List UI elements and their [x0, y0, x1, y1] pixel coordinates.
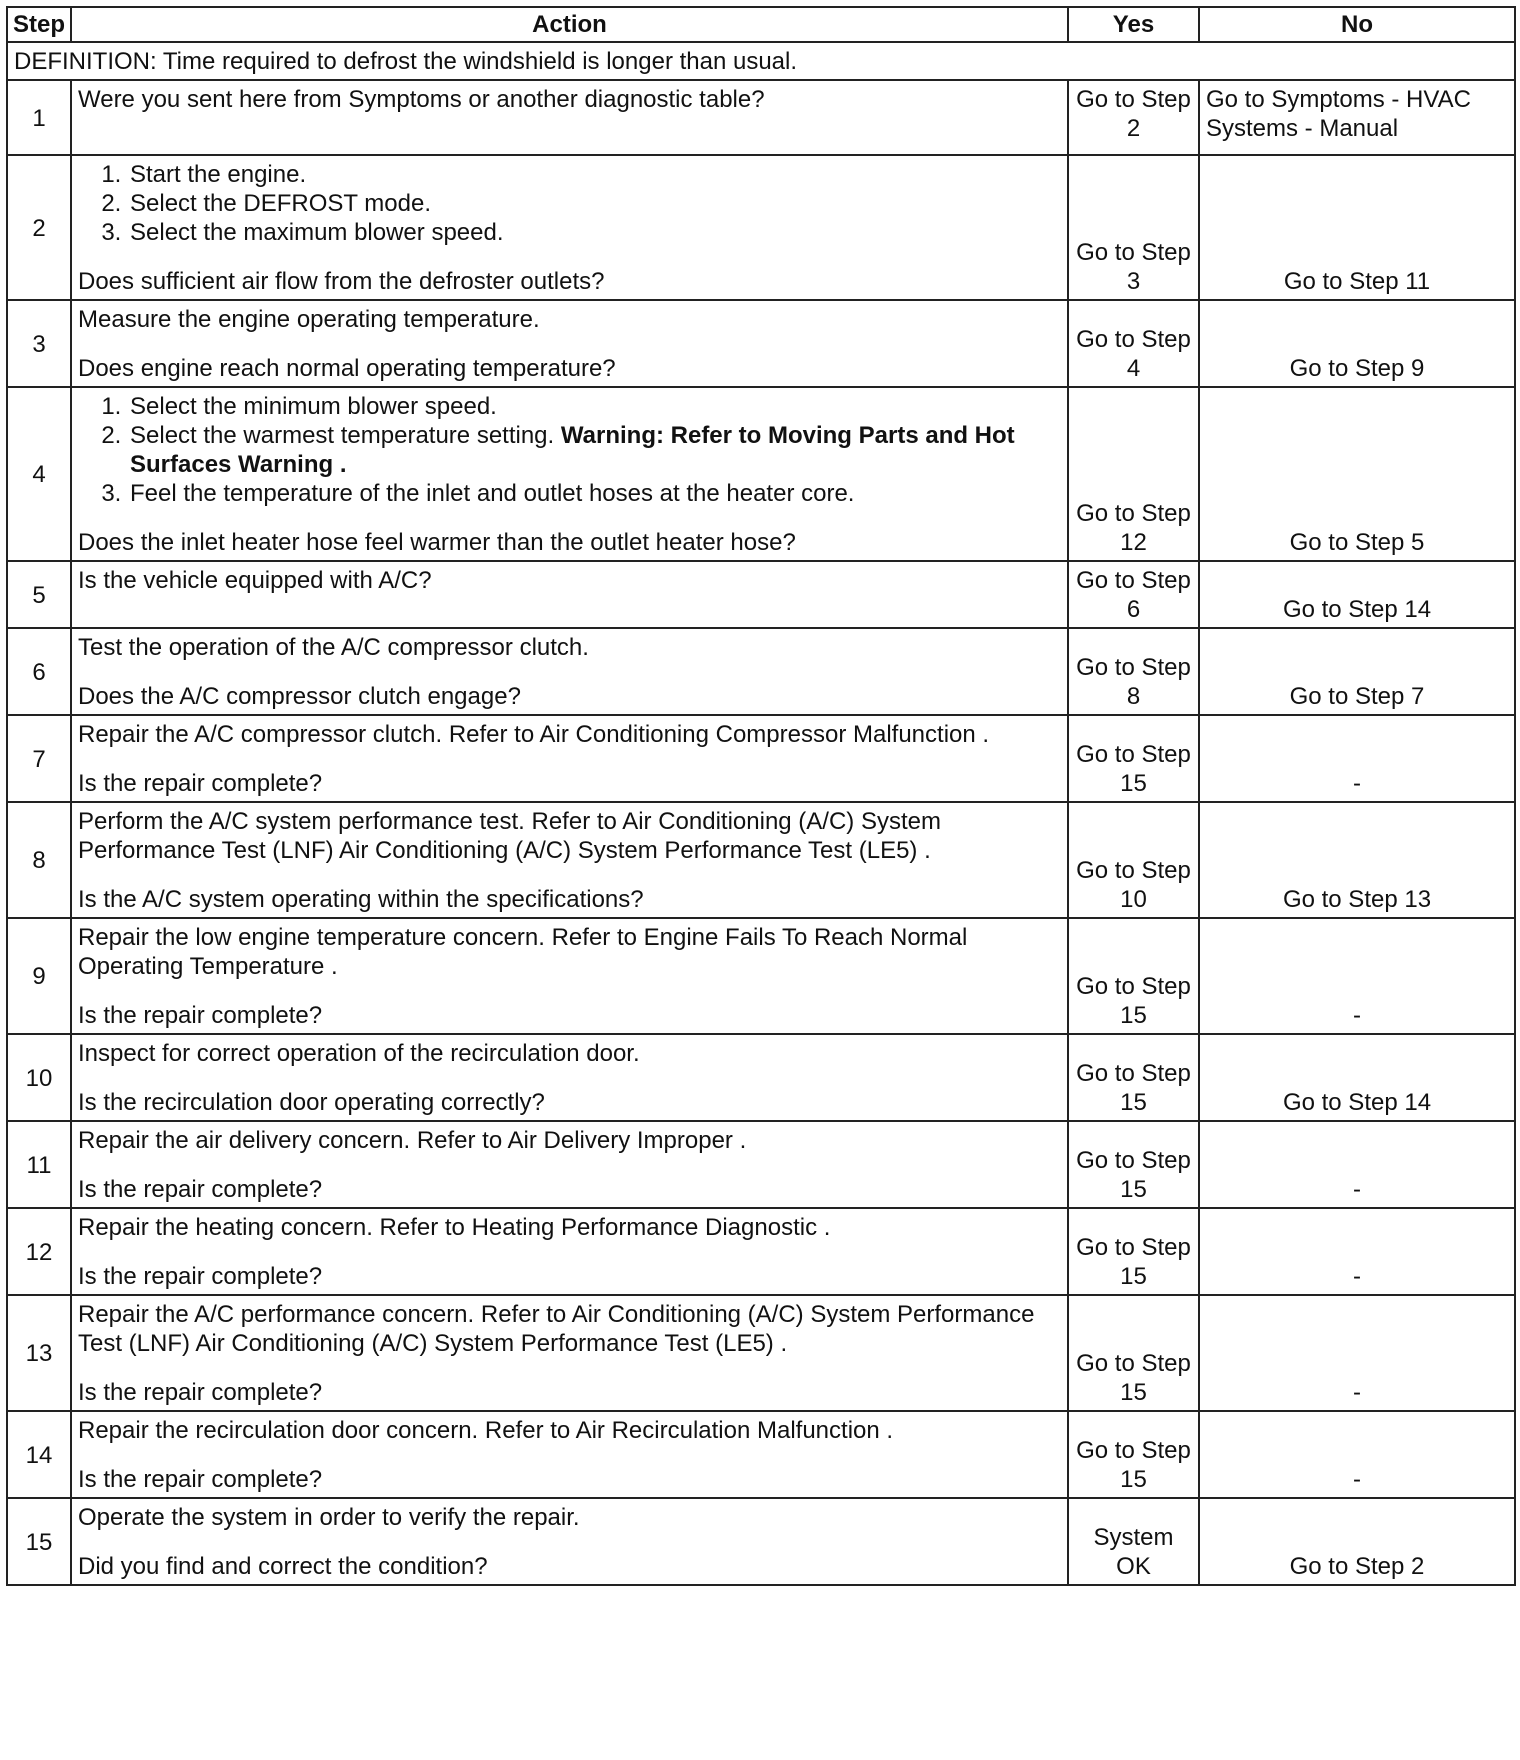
- table-header-row: [7, 7, 1515, 42]
- table-row: [7, 561, 1515, 628]
- action-cell: [71, 155, 1068, 300]
- step-number: 10: [7, 1034, 71, 1121]
- no-cell: Go to Step 11: [1199, 155, 1515, 300]
- header-action: Action: [71, 7, 1068, 42]
- step-number: 1: [7, 80, 71, 155]
- no-cell: Go to Step 14: [1199, 561, 1515, 628]
- yes-cell: Go to Step 4: [1068, 300, 1199, 387]
- action-text: Measure the engine operating temperature.: [78, 306, 540, 333]
- no-cell: -: [1199, 715, 1515, 802]
- step-number: 12: [7, 1208, 71, 1295]
- yes-cell: Go to Step 8: [1068, 628, 1199, 715]
- no-cell: Go to Step 5: [1199, 387, 1515, 561]
- action-text: Repair the air delivery concern. Refer to Air Delivery Improper .: [78, 1127, 747, 1154]
- list-item: 2. Select the DEFROST mode.: [128, 189, 1061, 218]
- header-no: No: [1199, 7, 1515, 42]
- table-row: [7, 387, 1515, 561]
- action-text: Operate the system in order to verify the repair.: [78, 1504, 580, 1531]
- yes-cell: Go to Step 15: [1068, 1208, 1199, 1295]
- action-text: Repair the A/C compressor clutch. Refer to Air Conditioning Compressor Malfunction .: [78, 721, 990, 748]
- list-item: [128, 421, 1061, 479]
- action-list: [78, 160, 1061, 247]
- action-question: Is the repair complete?: [78, 1263, 323, 1290]
- yes-cell: Go to Step 15: [1068, 1034, 1199, 1121]
- definition-row: [7, 42, 1515, 80]
- step-number: 2: [7, 155, 71, 300]
- yes-cell: Go to Step 6: [1068, 561, 1199, 628]
- table-row: [7, 628, 1515, 715]
- step-number: 15: [7, 1498, 71, 1585]
- header-yes: Yes: [1068, 7, 1199, 42]
- table-row: [7, 918, 1515, 1034]
- step-number: 14: [7, 1411, 71, 1498]
- action-cell: [71, 300, 1068, 387]
- step-number: 9: [7, 918, 71, 1034]
- header-step: Step: [7, 7, 71, 42]
- yes-cell: Go to Step 2: [1068, 80, 1199, 155]
- yes-cell: Go to Step 15: [1068, 1411, 1199, 1498]
- action-cell: [71, 561, 1068, 628]
- yes-cell: Go to Step 3: [1068, 155, 1199, 300]
- action-cell: [71, 1034, 1068, 1121]
- table-row: [7, 1121, 1515, 1208]
- action-question: Is the repair complete?: [78, 1466, 323, 1493]
- action-cell: [71, 1411, 1068, 1498]
- no-cell: Go to Step 2: [1199, 1498, 1515, 1585]
- action-question: Does the inlet heater hose feel warmer than the outlet heater hose?: [78, 529, 796, 556]
- no-cell: Go to Step 9: [1199, 300, 1515, 387]
- step-number: 7: [7, 715, 71, 802]
- action-question: Does sufficient air flow from the defroster outlets?: [78, 268, 605, 295]
- action-cell: [71, 1498, 1068, 1585]
- action-text: Is the vehicle equipped with A/C?: [78, 567, 432, 594]
- table-row: [7, 155, 1515, 300]
- yes-cell: Go to Step 10: [1068, 802, 1199, 918]
- yes-cell: Go to Step 15: [1068, 918, 1199, 1034]
- action-text: Repair the A/C performance concern. Refer to Air Conditioning (A/C) System Performance Test (LNF) Air Conditioning (A/C) System Performance Test (LE5) .: [78, 1301, 1035, 1357]
- yes-cell: Go to Step 15: [1068, 715, 1199, 802]
- no-cell: -: [1199, 1208, 1515, 1295]
- step-number: 3: [7, 300, 71, 387]
- action-text: Repair the heating concern. Refer to Heating Performance Diagnostic .: [78, 1214, 831, 1241]
- table-row: [7, 80, 1515, 155]
- table-row: [7, 1208, 1515, 1295]
- yes-cell: Go to Step 12: [1068, 387, 1199, 561]
- step-number: 6: [7, 628, 71, 715]
- list-item-text: Select the warmest temperature setting.: [130, 422, 555, 449]
- no-cell: -: [1199, 1121, 1515, 1208]
- no-cell: Go to Symptoms - HVAC Systems - Manual: [1199, 80, 1515, 155]
- step-number: 8: [7, 802, 71, 918]
- no-cell: -: [1199, 918, 1515, 1034]
- step-number: 5: [7, 561, 71, 628]
- action-question: Is the repair complete?: [78, 1379, 323, 1406]
- action-question: Is the repair complete?: [78, 1176, 323, 1203]
- warning-text: Warning: Refer to Moving Parts and Hot Surfaces Warning .: [130, 422, 1015, 478]
- action-question: Is the A/C system operating within the specifications?: [78, 886, 644, 913]
- list-item: 3. Feel the temperature of the inlet and outlet hoses at the heater core.: [128, 479, 1061, 508]
- action-text: Repair the recirculation door concern. Refer to Air Recirculation Malfunction .: [78, 1417, 894, 1444]
- action-cell: [71, 80, 1068, 155]
- yes-cell: Go to Step 15: [1068, 1121, 1199, 1208]
- table-row: [7, 1034, 1515, 1121]
- action-text: Were you sent here from Symptoms or another diagnostic table?: [78, 86, 765, 113]
- list-item: 1. Start the engine.: [128, 160, 1061, 189]
- no-cell: Go to Step 13: [1199, 802, 1515, 918]
- action-question: Is the repair complete?: [78, 1002, 323, 1029]
- action-question: Does engine reach normal operating temperature?: [78, 355, 616, 382]
- action-text: Repair the low engine temperature concern. Refer to Engine Fails To Reach Normal Operating Temperature .: [78, 924, 968, 980]
- table-row: [7, 1295, 1515, 1411]
- list-item: 1. Select the minimum blower speed.: [128, 392, 1061, 421]
- step-number: 4: [7, 387, 71, 561]
- no-cell: Go to Step 14: [1199, 1034, 1515, 1121]
- action-question: Is the recirculation door operating correctly?: [78, 1089, 545, 1116]
- definition-text: DEFINITION: Time required to defrost the windshield is longer than usual.: [7, 42, 1515, 80]
- action-text: Inspect for correct operation of the recirculation door.: [78, 1040, 640, 1067]
- action-cell: [71, 1121, 1068, 1208]
- table-row: [7, 1498, 1515, 1585]
- yes-cell: Go to Step 15: [1068, 1295, 1199, 1411]
- yes-cell: System OK: [1068, 1498, 1199, 1585]
- step-number: 13: [7, 1295, 71, 1411]
- diagnostic-table-container: [6, 6, 1514, 1586]
- no-cell: -: [1199, 1411, 1515, 1498]
- action-list: [78, 392, 1061, 508]
- no-cell: -: [1199, 1295, 1515, 1411]
- action-cell: [71, 802, 1068, 918]
- action-text: Test the operation of the A/C compressor clutch.: [78, 634, 589, 661]
- no-cell: Go to Step 7: [1199, 628, 1515, 715]
- action-cell: [71, 1208, 1068, 1295]
- diagnostic-table: [6, 6, 1516, 1586]
- action-cell: [71, 628, 1068, 715]
- action-cell: [71, 715, 1068, 802]
- table-row: [7, 300, 1515, 387]
- table-row: [7, 1411, 1515, 1498]
- table-row: [7, 802, 1515, 918]
- action-question: Did you find and correct the condition?: [78, 1553, 488, 1580]
- action-cell: [71, 918, 1068, 1034]
- action-cell: [71, 387, 1068, 561]
- step-number: 11: [7, 1121, 71, 1208]
- list-item: 3. Select the maximum blower speed.: [128, 218, 1061, 247]
- action-text: Perform the A/C system performance test. Refer to Air Conditioning (A/C) System Performance Test (LNF) Air Conditioning (A/C) System Performance Test (LE5) .: [78, 808, 941, 864]
- action-question: Is the repair complete?: [78, 770, 323, 797]
- action-cell: [71, 1295, 1068, 1411]
- action-question: Does the A/C compressor clutch engage?: [78, 683, 521, 710]
- table-row: [7, 715, 1515, 802]
